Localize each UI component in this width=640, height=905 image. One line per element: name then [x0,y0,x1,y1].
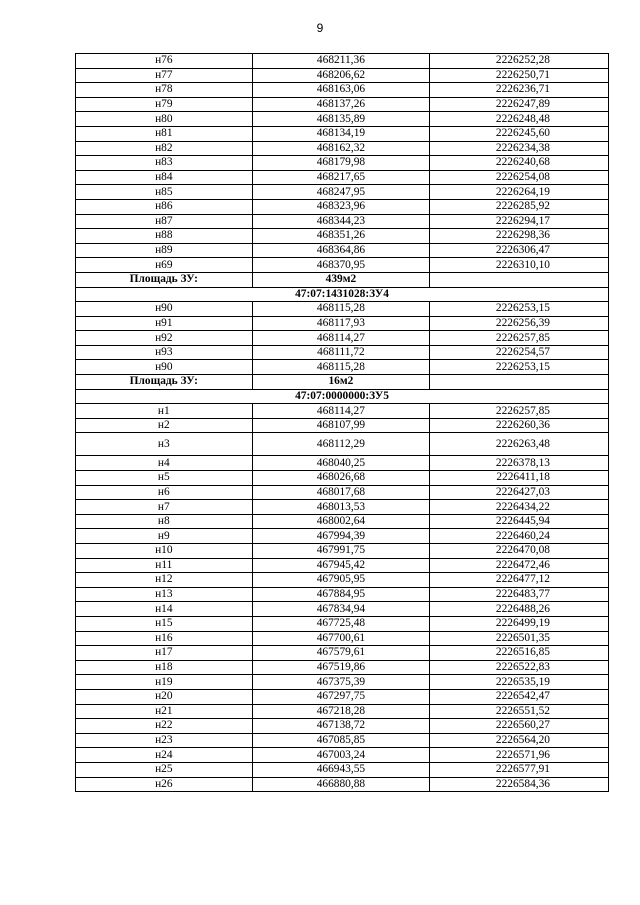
y-coordinate-cell: 2226236,71 [430,83,609,98]
table-row [76,156,609,171]
x-coordinate-cell: 468179,98 [252,156,430,171]
point-name-cell: н1 [76,404,253,419]
point-name-cell: н25 [76,762,253,777]
table-row [76,258,609,273]
x-coordinate-cell: 468013,53 [252,500,430,515]
point-name-cell: н18 [76,660,253,675]
table-row [76,573,609,588]
area-label: Площадь ЗУ: [76,375,253,390]
point-name-cell: н15 [76,616,253,631]
table-row [76,660,609,675]
table-row [76,112,609,127]
parcel-id-title: 47:07:1431028:ЗУ4 [76,287,609,302]
x-coordinate-cell: 468114,27 [252,331,430,346]
table-row [76,331,609,346]
point-name-cell: н5 [76,471,253,486]
point-name-cell: н78 [76,83,253,98]
point-name-cell: н83 [76,156,253,171]
y-coordinate-cell: 2226250,71 [430,68,609,83]
x-coordinate-cell: 468117,93 [252,316,430,331]
y-coordinate-cell: 2226434,22 [430,500,609,515]
y-coordinate-cell: 2226257,85 [430,331,609,346]
table-row [76,433,609,456]
point-name-cell: н13 [76,587,253,602]
x-coordinate-cell: 468217,65 [252,170,430,185]
x-coordinate-cell: 467085,85 [252,733,430,748]
point-name-cell: н14 [76,602,253,617]
point-name-cell: н21 [76,704,253,719]
point-name-cell: н24 [76,748,253,763]
table-row [76,404,609,419]
x-coordinate-cell: 467519,86 [252,660,430,675]
y-coordinate-cell: 2226248,48 [430,112,609,127]
table-row [76,199,609,214]
point-name-cell: н87 [76,214,253,229]
x-coordinate-cell: 467725,48 [252,616,430,631]
y-coordinate-cell: 2226257,85 [430,404,609,419]
point-name-cell: н6 [76,485,253,500]
x-coordinate-cell: 466880,88 [252,777,430,792]
y-coordinate-cell: 2226310,10 [430,258,609,273]
y-coordinate-cell: 2226378,13 [430,456,609,471]
point-name-cell: н17 [76,646,253,661]
x-coordinate-cell: 467991,75 [252,544,430,559]
point-name-cell: н79 [76,97,253,112]
table-row [76,558,609,573]
point-name-cell: н11 [76,558,253,573]
x-coordinate-cell: 468163,06 [252,83,430,98]
x-coordinate-cell: 467375,39 [252,675,430,690]
area-value: 439м2 [252,272,430,287]
page-number: 9 [316,21,324,35]
x-coordinate-cell: 468370,95 [252,258,430,273]
table-row [76,471,609,486]
table-row [76,616,609,631]
y-coordinate-cell: 2226264,19 [430,185,609,200]
x-coordinate-cell: 468206,62 [252,68,430,83]
x-coordinate-cell: 468351,26 [252,229,430,244]
point-name-cell: н86 [76,199,253,214]
table-row [76,141,609,156]
table-row [76,68,609,83]
point-name-cell: н4 [76,456,253,471]
x-coordinate-cell: 467218,28 [252,704,430,719]
y-coordinate-cell: 2226411,18 [430,471,609,486]
point-name-cell: н93 [76,345,253,360]
table-row [76,316,609,331]
table-row [76,733,609,748]
table-row [76,719,609,734]
y-coordinate-cell: 2226427,03 [430,485,609,500]
table-row [76,345,609,360]
point-name-cell: н16 [76,631,253,646]
x-coordinate-cell: 466943,55 [252,762,430,777]
x-coordinate-cell: 468002,64 [252,514,430,529]
x-coordinate-cell: 468115,28 [252,302,430,317]
y-coordinate-cell: 2226263,48 [430,433,609,456]
table-row [76,689,609,704]
y-coordinate-cell: 2226560,27 [430,719,609,734]
x-coordinate-cell: 467945,42 [252,558,430,573]
y-coordinate-cell: 2226234,38 [430,141,609,156]
x-coordinate-cell: 468134,19 [252,126,430,141]
point-name-cell: н69 [76,258,253,273]
point-name-cell: н23 [76,733,253,748]
point-name-cell: н3 [76,433,253,456]
table-row [76,704,609,719]
point-name-cell: н84 [76,170,253,185]
point-name-cell: н10 [76,544,253,559]
y-coordinate-cell: 2226285,92 [430,199,609,214]
x-coordinate-cell: 468211,36 [252,54,430,69]
x-coordinate-cell: 468364,86 [252,243,430,258]
point-name-cell: н20 [76,689,253,704]
x-coordinate-cell: 467884,95 [252,587,430,602]
table-row [76,418,609,433]
y-coordinate-cell: 2226254,08 [430,170,609,185]
point-name-cell: н85 [76,185,253,200]
section-title-row [76,287,609,302]
x-coordinate-cell: 468162,32 [252,141,430,156]
y-coordinate-cell: 2226477,12 [430,573,609,588]
table-row [76,544,609,559]
table-row [76,126,609,141]
x-coordinate-cell: 467579,61 [252,646,430,661]
area-empty-cell [430,272,609,287]
point-name-cell: н19 [76,675,253,690]
y-coordinate-cell: 2226488,26 [430,602,609,617]
y-coordinate-cell: 2226551,52 [430,704,609,719]
area-label: Площадь ЗУ: [76,272,253,287]
y-coordinate-cell: 2226247,89 [430,97,609,112]
y-coordinate-cell: 2226254,57 [430,345,609,360]
table-row [76,777,609,792]
point-name-cell: н90 [76,302,253,317]
y-coordinate-cell: 2226240,68 [430,156,609,171]
point-name-cell: н81 [76,126,253,141]
table-row [76,456,609,471]
y-coordinate-cell: 2226256,39 [430,316,609,331]
x-coordinate-cell: 468115,28 [252,360,430,375]
y-coordinate-cell: 2226522,83 [430,660,609,675]
x-coordinate-cell: 468247,95 [252,185,430,200]
table-row [76,170,609,185]
x-coordinate-cell: 468112,29 [252,433,430,456]
point-name-cell: н88 [76,229,253,244]
section-title-row [76,389,609,404]
x-coordinate-cell: 468017,68 [252,485,430,500]
parcel-id-title: 47:07:0000000:ЗУ5 [76,389,609,404]
point-name-cell: н92 [76,331,253,346]
area-row [76,272,609,287]
x-coordinate-cell: 468026,68 [252,471,430,486]
y-coordinate-cell: 2226483,77 [430,587,609,602]
point-name-cell: н77 [76,68,253,83]
y-coordinate-cell: 2226294,17 [430,214,609,229]
table-row [76,185,609,200]
y-coordinate-cell: 2226253,15 [430,360,609,375]
table-row [76,748,609,763]
table-row [76,646,609,661]
point-name-cell: н89 [76,243,253,258]
table-row [76,529,609,544]
x-coordinate-cell: 467297,75 [252,689,430,704]
y-coordinate-cell: 2226535,19 [430,675,609,690]
y-coordinate-cell: 2226298,36 [430,229,609,244]
table-row [76,83,609,98]
coordinates-table [75,53,609,792]
table-row [76,360,609,375]
y-coordinate-cell: 2226516,85 [430,646,609,661]
y-coordinate-cell: 2226260,36 [430,418,609,433]
x-coordinate-cell: 467700,61 [252,631,430,646]
x-coordinate-cell: 468323,96 [252,199,430,214]
area-empty-cell [430,375,609,390]
coordinates-table-body [76,54,609,792]
x-coordinate-cell: 468111,72 [252,345,430,360]
y-coordinate-cell: 2226577,91 [430,762,609,777]
y-coordinate-cell: 2226445,94 [430,514,609,529]
y-coordinate-cell: 2226571,96 [430,748,609,763]
point-name-cell: н12 [76,573,253,588]
point-name-cell: н26 [76,777,253,792]
point-name-cell: н2 [76,418,253,433]
point-name-cell: н82 [76,141,253,156]
point-name-cell: н76 [76,54,253,69]
x-coordinate-cell: 468344,23 [252,214,430,229]
y-coordinate-cell: 2226542,47 [430,689,609,704]
y-coordinate-cell: 2226306,47 [430,243,609,258]
y-coordinate-cell: 2226245,60 [430,126,609,141]
x-coordinate-cell: 468114,27 [252,404,430,419]
point-name-cell: н90 [76,360,253,375]
point-name-cell: н9 [76,529,253,544]
x-coordinate-cell: 468107,99 [252,418,430,433]
table-row [76,54,609,69]
table-row [76,602,609,617]
x-coordinate-cell: 467138,72 [252,719,430,734]
area-row [76,375,609,390]
table-row [76,243,609,258]
table-row [76,302,609,317]
y-coordinate-cell: 2226501,35 [430,631,609,646]
x-coordinate-cell: 468137,26 [252,97,430,112]
x-coordinate-cell: 467994,39 [252,529,430,544]
x-coordinate-cell: 467003,24 [252,748,430,763]
table-row [76,97,609,112]
point-name-cell: н22 [76,719,253,734]
y-coordinate-cell: 2226252,28 [430,54,609,69]
table-row [76,500,609,515]
table-row [76,229,609,244]
table-row [76,587,609,602]
point-name-cell: н80 [76,112,253,127]
y-coordinate-cell: 2226564,20 [430,733,609,748]
table-row [76,762,609,777]
x-coordinate-cell: 468135,89 [252,112,430,127]
point-name-cell: н7 [76,500,253,515]
table-row [76,631,609,646]
table-row [76,214,609,229]
y-coordinate-cell: 2226253,15 [430,302,609,317]
table-row [76,485,609,500]
x-coordinate-cell: 467905,95 [252,573,430,588]
y-coordinate-cell: 2226470,08 [430,544,609,559]
table-row [76,675,609,690]
y-coordinate-cell: 2226499,19 [430,616,609,631]
table-row [76,514,609,529]
point-name-cell: н91 [76,316,253,331]
point-name-cell: н8 [76,514,253,529]
x-coordinate-cell: 467834,94 [252,602,430,617]
x-coordinate-cell: 468040,25 [252,456,430,471]
y-coordinate-cell: 2226472,46 [430,558,609,573]
y-coordinate-cell: 2226460,24 [430,529,609,544]
area-value: 16м2 [252,375,430,390]
y-coordinate-cell: 2226584,36 [430,777,609,792]
